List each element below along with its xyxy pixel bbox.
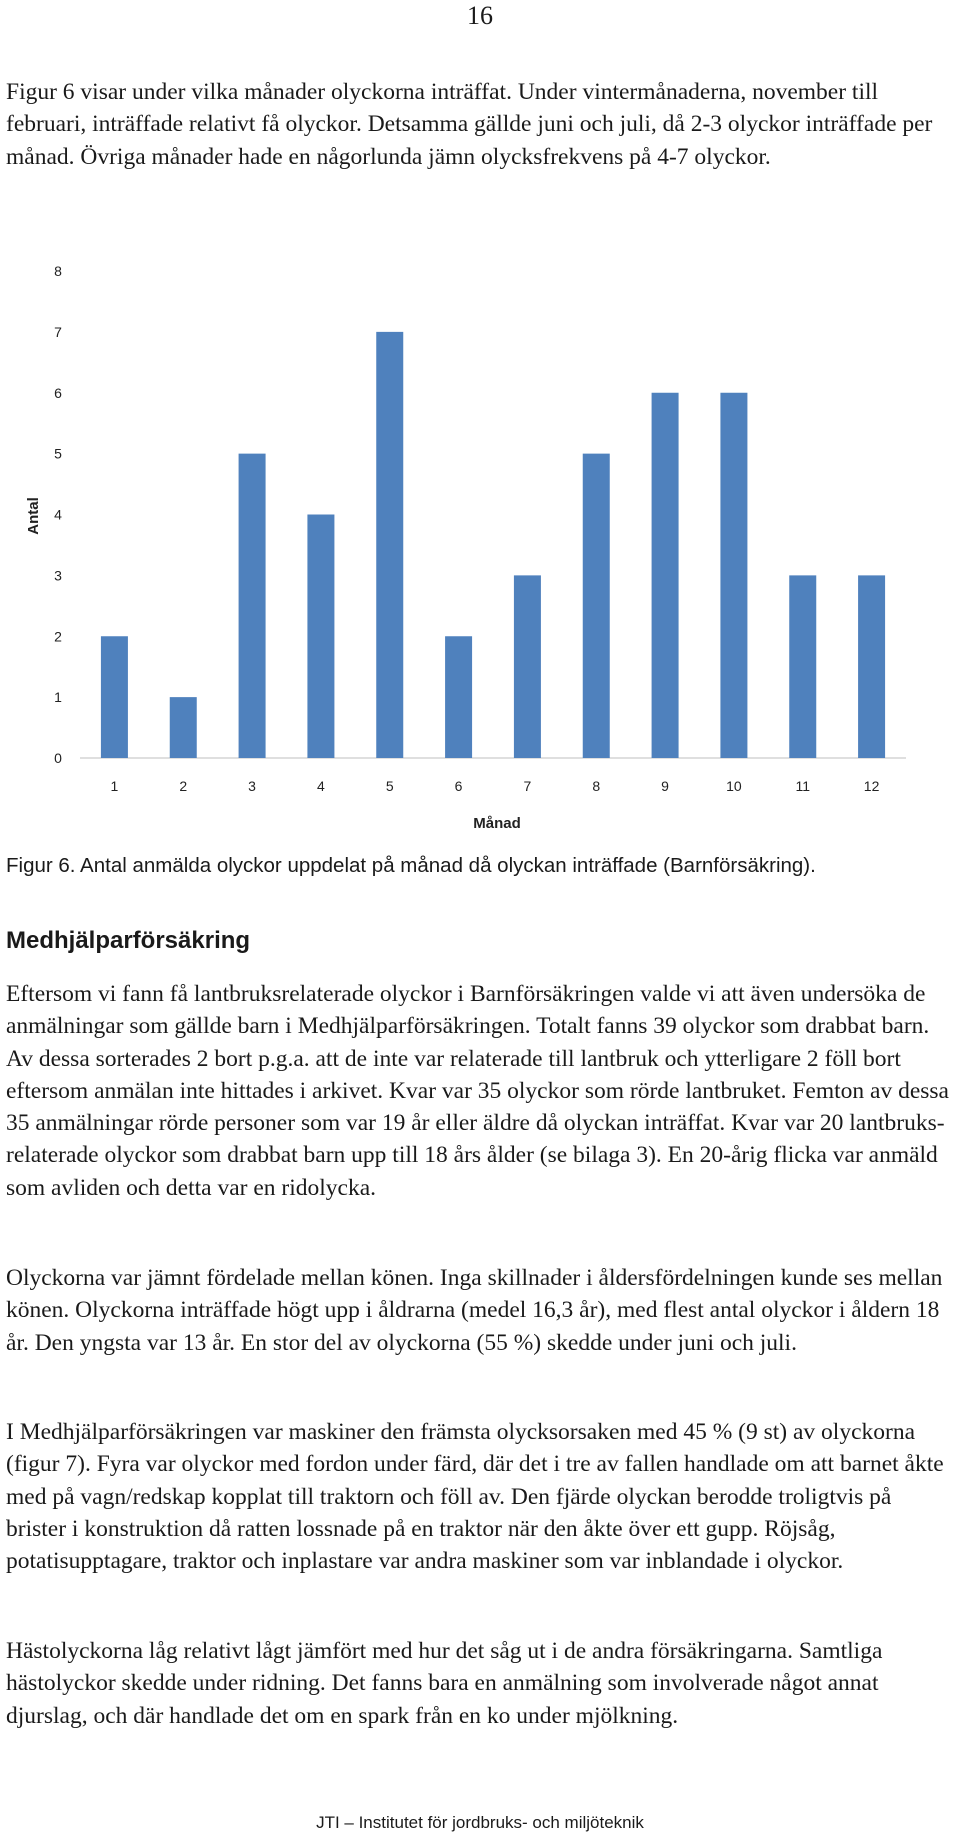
- x-axis-label: Månad: [473, 815, 521, 832]
- y-axis-label: Antal: [25, 497, 42, 535]
- bar-month-1: [101, 636, 128, 758]
- x-tick-label-4: 4: [317, 778, 325, 794]
- y-tick-label-8: 8: [54, 263, 62, 279]
- body-paragraph-4: Hästolyckorna låg relativt lågt jämfört med hur det såg ut i de andra försäkringarna. Samtliga hästolyckor skedde under ridning. Det fanns bara en anmälning som involverade något annat djurslag, och där handlade det om en spark från en ko under mjölkning.: [6, 1638, 883, 1729]
- bar-month-6: [445, 636, 472, 758]
- x-tick-label-1: 1: [110, 778, 119, 794]
- page-number: 16: [467, 1, 493, 30]
- y-axis-ticks: [54, 263, 62, 766]
- y-tick-label-7: 7: [54, 323, 62, 340]
- y-tick-label-0: 0: [54, 750, 62, 766]
- y-tick-label-1: 1: [54, 689, 62, 706]
- x-tick-label-9: 9: [661, 778, 669, 794]
- bars: [101, 332, 885, 758]
- y-tick-label-5: 5: [54, 445, 62, 462]
- body-paragraph-2: Olyckorna var jämnt fördelade mellan könen. Inga skillnader i åldersfördelningen kunde ses mellan könen. Olyckorna inträffade högt upp i åldrarna (medel 16,3 år), med flest antal olyckor i åldern 18 år. Den yngsta var 13 år. En stor del av olyckorna (55 %) skedde under juni och juli.: [6, 1265, 943, 1356]
- bar-month-12: [858, 575, 885, 758]
- y-tick-label-4: 4: [54, 506, 62, 523]
- x-tick-label-8: 8: [592, 778, 601, 794]
- x-tick-label-5: 5: [385, 778, 394, 794]
- bar-month-10: [720, 393, 747, 758]
- y-tick-label-3: 3: [54, 567, 62, 584]
- x-tick-label-7: 7: [523, 778, 532, 794]
- section-heading: Medhjälparförsäkring: [6, 927, 251, 954]
- bar-month-3: [239, 454, 266, 758]
- figure-caption: Figur 6. Antal anmälda olyckor uppdelat på månad då olyckan inträffade (Barnförsäkring).: [6, 854, 816, 877]
- bar-month-11: [789, 575, 816, 758]
- intro-paragraph: Figur 6 visar under vilka månader olyckorna inträffat. Under vintermånaderna, november till februari, inträffade relativt få olyckor. Detsamma gällde juni och juli, då 2-3 olyckor inträffade per månad. Övriga månader hade en någorlunda jämn olycksfrekvens på 4-7 olyckor.: [6, 79, 933, 170]
- page-footer: JTI – Institutet för jordbruks- och miljöteknik: [316, 1813, 644, 1832]
- x-tick-label-11: 11: [795, 778, 811, 794]
- x-tick-label-2: 2: [179, 778, 188, 794]
- x-tick-label-12: 12: [863, 778, 880, 794]
- y-tick-label-2: 2: [54, 628, 62, 645]
- x-tick-label-3: 3: [248, 778, 256, 794]
- bar-month-8: [583, 454, 610, 758]
- bar-month-5: [376, 332, 403, 758]
- bar-month-4: [307, 515, 334, 759]
- x-axis-ticks: [111, 778, 880, 794]
- body-paragraph-1: Eftersom vi fann få lantbruksrelaterade olyckor i Barnförsäkringen valde vi att även undersöka de anmälningar som gällde barn i Medhjälparförsäkringen. Totalt fanns 39 olyckor som drabbat barn. Av dessa sorterades 2 bort p.g.a. att de inte var relaterade till lantbruk och ytterligare 2 föll bort eftersom anmälan inte hittades i arkivet. Kvar var 35 olyckor som rörde lantbruket. Femton av dessa 35 anmälningar rörde personer som var 19 år eller äldre då olyckan inträffat. Kvar var 20 lantbruks-relaterade olyckor som drabbat barn upp till 18 års ålder (se bilaga 3). En 20-årig flicka var anmäld som avliden och detta var en ridolycka.: [6, 981, 949, 1201]
- x-tick-label-6: 6: [454, 778, 463, 794]
- bar-chart: [0, 250, 960, 840]
- y-tick-label-6: 6: [54, 384, 62, 401]
- bar-month-9: [652, 393, 679, 758]
- body-paragraph-3: I Medhjälparförsäkringen var maskiner den främsta olycksorsaken med 45 % (9 st) av olyckorna (figur 7). Fyra var olyckor med fordon under färd, där det i tre av fallen handlade om att barnet åkte med på vagn/redskap kopplat till traktorn och föll av. Den fjärde olyckan berodde troligtvis på brister i konstruktion då ratten lossnade på en traktor när den åkte över ett gupp. Röjsåg, potatisupptagare, traktor och inplastare var andra maskiner som var inblandade i olyckor.: [6, 1419, 944, 1575]
- bar-month-2: [170, 697, 197, 758]
- bar-month-7: [514, 575, 541, 758]
- x-tick-label-10: 10: [726, 778, 742, 794]
